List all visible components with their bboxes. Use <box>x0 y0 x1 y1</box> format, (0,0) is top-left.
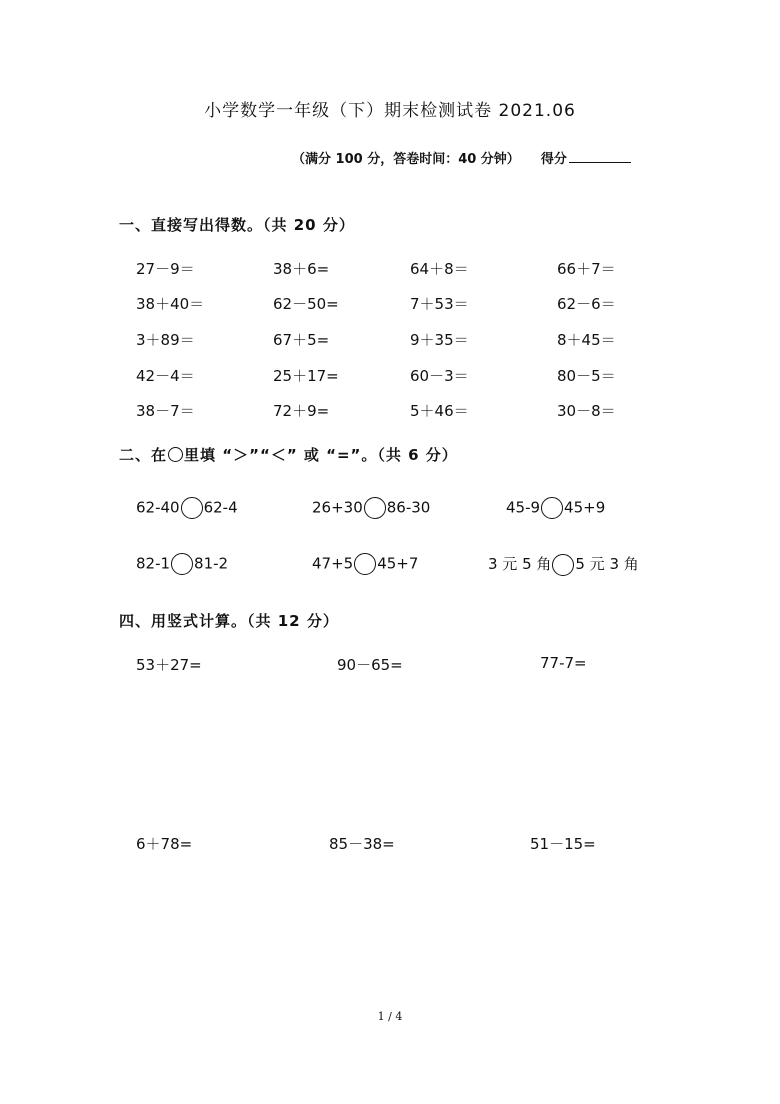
section-2-heading-prefix: 二、在 <box>119 446 168 464</box>
section-1-heading: 一、直接写出得数。（共 20 分） <box>119 216 355 234</box>
compare-left: 47+5 <box>312 554 354 573</box>
answer-circle[interactable] <box>171 553 193 575</box>
section-2-heading-suffix: 里填 “＞”“＜” 或 “=”。（共 6 分） <box>184 446 458 464</box>
problem: 38－7＝ <box>136 402 195 420</box>
compare-right: 5 元 3 角 <box>575 555 639 573</box>
exam-info-text: （满分 100 分，答卷时间：40 分钟） <box>292 152 520 167</box>
problem: 62－50= <box>273 295 339 313</box>
compare-item <box>136 497 238 519</box>
problem: 38＋40＝ <box>136 295 205 313</box>
problem: 64＋8＝ <box>410 260 469 278</box>
score-blank <box>569 150 631 163</box>
problem: 80－5＝ <box>557 367 616 385</box>
problem: 60－3＝ <box>410 367 469 385</box>
answer-circle[interactable] <box>552 554 574 576</box>
compare-right: 45+7 <box>377 554 419 573</box>
compare-left: 3 元 5 角 <box>488 555 552 573</box>
page-number: 1 / 4 <box>377 1010 403 1023</box>
problem: 72＋9= <box>273 402 330 420</box>
answer-circle[interactable] <box>541 497 563 519</box>
page-title: 小学数学一年级（下）期末检测试卷 2021.06 <box>204 101 576 121</box>
problem: 3＋89＝ <box>136 331 195 349</box>
compare-item <box>312 497 430 519</box>
compare-right: 86-30 <box>386 498 431 517</box>
compare-item <box>506 497 605 519</box>
problem: 8＋45＝ <box>557 331 616 349</box>
compare-right: 45+9 <box>564 498 606 517</box>
compare-left: 45-9 <box>506 498 541 517</box>
circle-icon <box>168 447 183 462</box>
compare-item <box>312 553 418 575</box>
answer-circle[interactable] <box>364 497 386 519</box>
problem: 7＋53＝ <box>410 295 469 313</box>
problem: 66＋7＝ <box>557 260 616 278</box>
answer-circle[interactable] <box>354 553 376 575</box>
section-2-heading <box>119 444 458 465</box>
compare-right: 81-2 <box>194 554 229 573</box>
compare-left: 26+30 <box>312 498 363 517</box>
problem: 67＋5= <box>273 331 330 349</box>
problem: 25＋17= <box>273 367 339 385</box>
vertical-problem: 85－38= <box>329 835 395 853</box>
vertical-problem: 51－15= <box>530 835 596 853</box>
section-4-heading: 四、用竖式计算。（共 12 分） <box>119 612 339 630</box>
compare-right: 62-4 <box>203 498 238 517</box>
compare-item <box>136 553 228 575</box>
problem: 27－9＝ <box>136 260 195 278</box>
answer-circle[interactable] <box>181 497 203 519</box>
vertical-problem: 90－65= <box>337 656 403 674</box>
problem: 30－8＝ <box>557 402 616 420</box>
problem: 62－6＝ <box>557 295 616 313</box>
problem: 42－4＝ <box>136 367 195 385</box>
compare-left: 62-40 <box>136 498 180 517</box>
problem: 38＋6= <box>273 260 330 278</box>
exam-info <box>292 148 631 167</box>
vertical-problem: 53＋27= <box>136 656 202 674</box>
vertical-problem: 6＋78= <box>136 835 193 853</box>
problem: 9＋35＝ <box>410 331 469 349</box>
compare-left: 82-1 <box>136 554 171 573</box>
score-label: 得分 <box>540 152 567 167</box>
vertical-problem: 77-7= <box>540 654 587 672</box>
problem: 5＋46＝ <box>410 402 469 420</box>
compare-item <box>488 553 639 576</box>
